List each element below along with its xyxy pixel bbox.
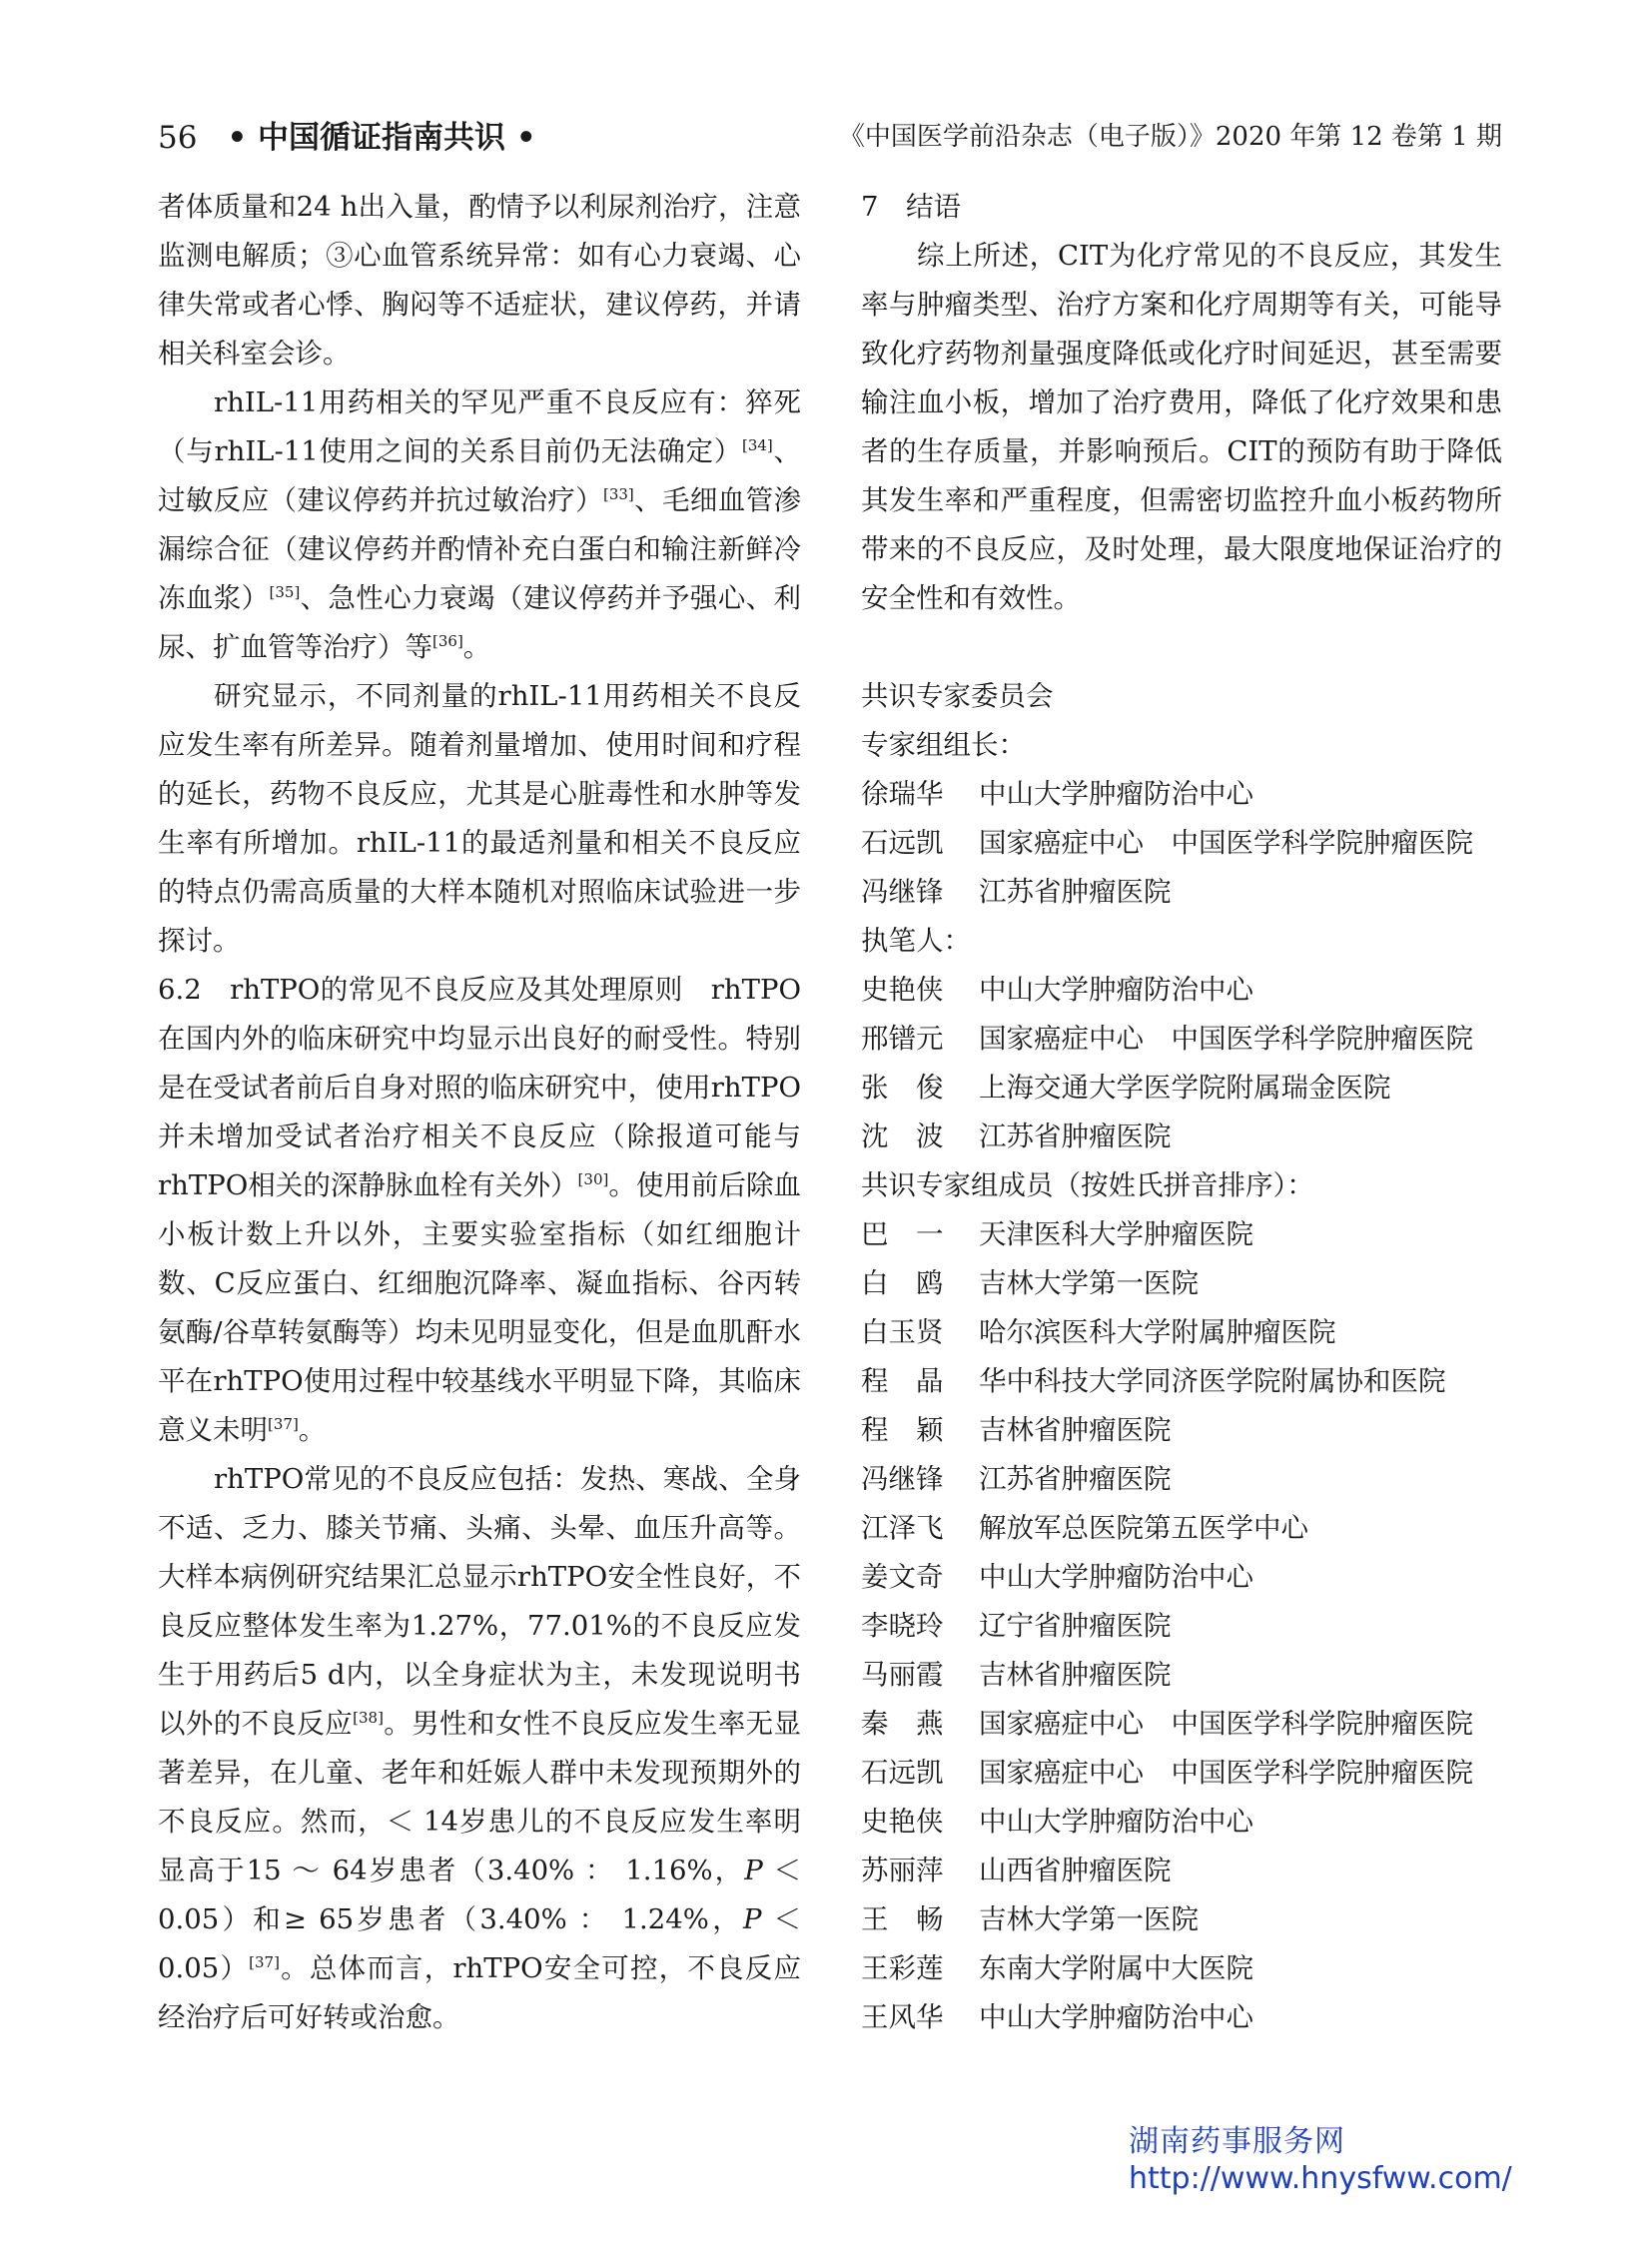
section-6-2 — [158, 966, 801, 1455]
member-name: 江泽飞 — [861, 1512, 944, 1544]
committee-member-row — [861, 1210, 1502, 1259]
member-name: 徐瑞华 — [861, 778, 944, 810]
member-affiliation: 国家癌症中心 中国医学科学院肿瘤医院 — [979, 827, 1473, 859]
committee-member-row — [861, 819, 1502, 868]
committee-member-row — [861, 770, 1502, 819]
member-affiliation: 国家癌症中心 中国医学科学院肿瘤医院 — [979, 1708, 1473, 1740]
member-name: 王彩莲 — [861, 1952, 944, 1984]
leaders-list — [861, 770, 1502, 917]
member-affiliation: 东南大学附属中大医院 — [979, 1952, 1253, 1984]
member-name: 白玉贤 — [861, 1316, 944, 1348]
member-affiliation: 哈尔滨医科大学附属肿瘤医院 — [979, 1316, 1336, 1348]
watermark — [1129, 2123, 1512, 2197]
committee-member-row — [861, 1504, 1502, 1553]
member-affiliation: 中山大学肿瘤防治中心 — [979, 778, 1253, 810]
section-heading: 6.2 rhTPO的常见不良反应及其处理原则 — [158, 974, 683, 1006]
text-run: 。 — [298, 1414, 327, 1446]
committee-member-row — [861, 1847, 1502, 1895]
committee-member-row — [861, 1113, 1502, 1161]
committee-member-row — [861, 1602, 1502, 1651]
text-run: 。使用前后除血小板计数上升以外，主要实验室指标（如红细胞计数、C反应蛋白、红细胞沉降率、凝血指标、谷丙转氨酶/谷草转氨酶等）均未见明显变化，但是血肌酐水平在rhTPO使用过程中较基线水平明显下降，其临床意义未明 — [158, 1169, 802, 1446]
citation: [35] — [269, 582, 301, 601]
member-affiliation: 吉林省肿瘤医院 — [979, 1659, 1172, 1691]
member-affiliation: 中山大学肿瘤防治中心 — [979, 2001, 1253, 2033]
member-affiliation: 中山大学肿瘤防治中心 — [979, 974, 1253, 1006]
committee-member-row — [861, 1015, 1502, 1064]
members-list — [861, 1210, 1502, 2042]
right-column — [861, 183, 1502, 2042]
member-name: 石远凯 — [861, 827, 944, 859]
member-name: 苏丽萍 — [861, 1855, 944, 1886]
citation: [38] — [353, 1708, 384, 1727]
page-header — [158, 112, 1502, 162]
text-run: 、过敏反应（建议停药并抗过敏治疗） — [158, 435, 801, 516]
text-run: 、急性心力衰竭（建议停药并予强心、利尿、扩血管等治疗）等 — [158, 582, 802, 663]
committee-member-row — [861, 1993, 1502, 2042]
text-run: 。 — [462, 631, 491, 663]
member-affiliation: 中山大学肿瘤防治中心 — [979, 1561, 1253, 1593]
member-affiliation: 中山大学肿瘤防治中心 — [979, 1806, 1253, 1838]
member-affiliation: 江苏省肿瘤医院 — [979, 1120, 1172, 1152]
citation: [36] — [432, 631, 463, 650]
committee-member-row — [861, 1651, 1502, 1700]
member-name: 邢镨元 — [861, 1023, 944, 1055]
header-left — [158, 112, 536, 157]
member-name: 程 晶 — [861, 1365, 944, 1397]
member-name: 冯继锋 — [861, 1463, 944, 1495]
member-name: 王 畅 — [861, 1903, 944, 1935]
committee-member-row — [861, 1944, 1502, 1993]
member-affiliation: 解放军总医院第五医学中心 — [979, 1512, 1308, 1544]
page-number: 56 — [158, 120, 198, 156]
p-value-symbol: P — [742, 1903, 762, 1935]
member-name: 秦 燕 — [861, 1708, 944, 1740]
writers-list — [861, 966, 1502, 1161]
text-run: rhIL-11用药相关的罕见严重不良反应有：猝死（与rhIL-11使用之间的关系目前仍无法确定） — [158, 386, 801, 467]
member-name: 史艳侠 — [861, 974, 944, 1006]
committee-member-row — [861, 1406, 1502, 1455]
text-run: 。总体而言，rhTPO安全可控，不良反应经治疗后可好转或治愈。 — [158, 1952, 802, 2033]
watermark-url[interactable]: http://www.hnysfww.com/ — [1129, 2161, 1512, 2196]
p-value-symbol: P — [744, 1855, 763, 1886]
committee-member-row — [861, 966, 1502, 1015]
member-affiliation: 天津医科大学肿瘤医院 — [979, 1218, 1253, 1250]
text-run: ＜ 0.05） — [158, 1903, 801, 1984]
committee-member-row — [861, 1700, 1502, 1749]
member-name: 张 俊 — [861, 1072, 944, 1104]
committee-member-row — [861, 1308, 1502, 1357]
paragraph: 研究显示，不同剂量的rhIL-11用药相关不良反应发生率有所差异。随着剂量增加、使用时间和疗程的延长，药物不良反应，尤其是心脏毒性和水肿等发生率有所增加。rhIL-11的最适剂量和相关不良反应的特点仍需高质量的大样本随机对照临床试验进一步探讨。 — [158, 680, 801, 957]
member-affiliation: 国家癌症中心 中国医学科学院肿瘤医院 — [979, 1757, 1473, 1789]
member-name: 白 鸥 — [861, 1267, 944, 1299]
section-label: • 中国循证指南共识 • — [227, 120, 536, 156]
committee-member-row — [861, 868, 1502, 917]
committee-member-row — [861, 1798, 1502, 1847]
committee-title: 共识专家委员会 — [861, 680, 1054, 712]
text-run: ＜ 0.05）和≥ 65岁患者（3.40% ： 1.24%， — [158, 1855, 801, 1935]
member-affiliation: 上海交通大学医学院附属瑞金医院 — [979, 1072, 1391, 1104]
member-affiliation: 华中科技大学同济医学院附属协和医院 — [979, 1365, 1446, 1397]
member-name: 史艳侠 — [861, 1806, 944, 1838]
text-run: 、毛细血管渗漏综合征（建议停药并酌情补充白蛋白和输注新鲜冷冻血浆） — [158, 484, 802, 614]
citation: [37] — [249, 1952, 280, 1971]
left-column — [158, 183, 801, 2042]
member-name: 冯继锋 — [861, 876, 944, 908]
journal-title: 《中国医学前沿杂志（电子版）》2020 年第 12 卷第 1 期 — [838, 122, 1502, 152]
member-affiliation: 江苏省肿瘤医院 — [979, 876, 1172, 908]
member-affiliation: 江苏省肿瘤医院 — [979, 1463, 1172, 1495]
committee-member-row — [861, 1553, 1502, 1602]
member-affiliation: 辽宁省肿瘤医院 — [979, 1610, 1172, 1642]
member-name: 王风华 — [861, 2001, 944, 2033]
member-affiliation: 吉林大学第一医院 — [979, 1267, 1199, 1299]
section-7-heading: 7 结语 — [861, 191, 961, 223]
committee-member-row — [861, 1357, 1502, 1406]
member-affiliation: 山西省肿瘤医院 — [979, 1855, 1172, 1886]
member-name: 石远凯 — [861, 1757, 944, 1789]
member-affiliation: 吉林大学第一医院 — [979, 1903, 1199, 1935]
committee-member-row — [861, 1064, 1502, 1113]
committee-member-row — [861, 1749, 1502, 1798]
leaders-title: 专家组组长： — [861, 729, 1026, 761]
text-run: rhTPO在国内外的临床研究中均显示出良好的耐受性。特别是在受试者前后自身对照的临床研究中，使用rhTPO并未增加受试者治疗相关不良反应（除报道可能与rhTPO相关的深静脉血栓有关外） — [158, 974, 802, 1201]
paragraph — [158, 378, 801, 672]
member-name: 巴 一 — [861, 1218, 944, 1250]
paragraph: 者体质量和24 h出入量，酌情予以利尿剂治疗，注意监测电解质；③心血管系统异常：如有心力衰竭、心律失常或者心悸、胸闷等不适症状，建议停药，并请相关科室会诊。 — [158, 191, 801, 370]
citation: [34] — [741, 435, 773, 454]
citation: [37] — [268, 1414, 299, 1433]
text-run: rhTPO常见的不良反应包括：发热、寒战、全身不适、乏力、膝关节痛、头痛、头晕、血压升高等。大样本病例研究结果汇总显示rhTPO安全性良好，不良反应整体发生率为1.27%，77.01%的不良反应发生于用药后5 d内，以全身症状为主，未发现说明书以外的不良反应 — [158, 1463, 801, 1740]
member-name: 沈 波 — [861, 1120, 944, 1152]
member-name: 姜文奇 — [861, 1561, 944, 1593]
watermark-site-name: 湖南药事服务网 — [1129, 2124, 1345, 2159]
paragraph — [158, 1455, 801, 2042]
text-run: 。男性和女性不良反应发生率无显著差异，在儿童、老年和妊娠人群中未发现预期外的不良反应。然而，＜ 14岁患儿的不良反应发生率明显高于15 ～ 64岁患者（3.40% ： 1.16%， — [158, 1708, 802, 1886]
citation: [30] — [577, 1169, 609, 1188]
member-name: 李晓玲 — [861, 1610, 944, 1642]
committee-member-row — [861, 1895, 1502, 1944]
committee-member-row — [861, 1455, 1502, 1504]
committee-member-row — [861, 1259, 1502, 1308]
members-title: 共识专家组成员（按姓氏拼音排序）： — [861, 1169, 1314, 1201]
writers-title: 执笔人： — [861, 925, 971, 957]
member-name: 程 颖 — [861, 1414, 944, 1446]
member-affiliation: 吉林省肿瘤医院 — [979, 1414, 1172, 1446]
conclusion-paragraph: 综上所述，CIT为化疗常见的不良反应，其发生率与肿瘤类型、治疗方案和化疗周期等有关，可能导致化疗药物剂量强度降低或化疗时间延迟，甚至需要输注血小板，增加了治疗费用，降低了化疗效果和患者的生存质量，并影响预后。CIT的预防有助于降低其发生率和严重程度，但需密切监控升血小板药物所带来的不良反应，及时处理，最大限度地保证治疗的安全性和有效性。 — [861, 240, 1502, 614]
member-name: 马丽霞 — [861, 1659, 944, 1691]
member-affiliation: 国家癌症中心 中国医学科学院肿瘤医院 — [979, 1023, 1473, 1055]
citation: [33] — [602, 484, 634, 503]
